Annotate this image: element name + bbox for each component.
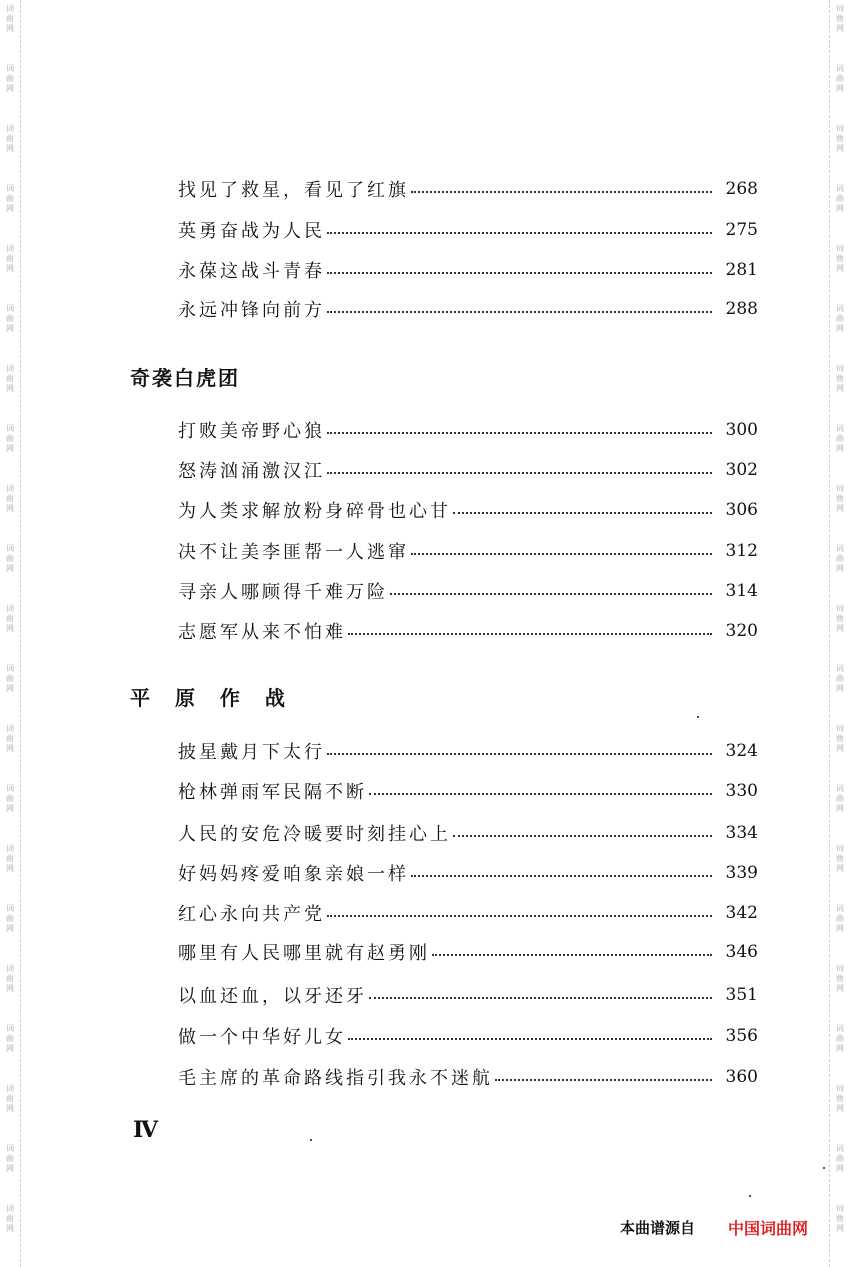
toc-leader-dots [327,751,712,755]
toc-entry [178,860,758,886]
toc-entry-title: 寻亲人哪顾得千难万险 [178,582,388,603]
toc-entry [178,900,758,926]
toc-entry-page: 356 [725,1026,758,1046]
watermark-glyphs: 词 曲 网 [6,1024,14,1053]
watermark-glyphs: 词 曲 网 [836,1084,844,1113]
toc-entry-page: 302 [725,460,758,480]
toc-leader-dots [495,1077,712,1081]
toc-entry [178,778,758,804]
toc-entry-title: 永远冲锋向前方 [178,300,325,321]
toc-entry-title: 永葆这战斗青春 [178,261,325,282]
toc-leader-dots [369,791,712,795]
toc-leader-dots [432,952,712,956]
toc-entry-page: 275 [725,220,758,240]
toc-entry-title: 枪林弹雨军民隔不断 [178,782,367,803]
toc-entry-title: 打败美帝野心狼 [178,421,325,442]
toc-entry-title: 毛主席的革命路线指引我永不迷航 [178,1068,493,1089]
toc-entry [178,1023,758,1049]
toc-entry [178,217,758,243]
watermark-glyphs: 词 曲 网 [836,124,844,153]
toc-leader-dots [327,309,712,313]
watermark-glyphs: 词 曲 网 [836,1204,844,1233]
toc-entry-title: 以血还血，以牙还牙 [178,986,367,1007]
watermark-glyphs: 词 曲 网 [6,364,14,393]
watermark-glyphs: 词 曲 网 [6,4,14,33]
watermark-glyphs: 词 曲 网 [6,64,14,93]
watermark-glyphs: 词 曲 网 [836,4,844,33]
watermark-glyphs: 词 曲 网 [836,1144,844,1173]
toc-entry-page: 281 [725,260,758,280]
watermark-glyphs: 词 曲 网 [6,424,14,453]
toc-entry [178,618,758,644]
watermark-glyphs: 词 曲 网 [836,604,844,633]
watermark-glyphs: 词 曲 网 [836,304,844,333]
page-number: Ⅳ [133,1117,158,1143]
scan-speck [697,716,699,718]
watermark-glyphs: 词 曲 网 [6,544,14,573]
toc-leader-dots [453,510,712,514]
toc-entry [178,982,758,1008]
toc-entry [178,257,758,283]
toc-entry-page: 346 [725,942,758,962]
watermark-glyphs: 词 曲 网 [6,724,14,753]
toc-entry-title: 哪里有人民哪里就有赵勇刚 [178,943,430,964]
watermark-glyphs: 词 曲 网 [836,964,844,993]
toc-leader-dots [327,430,712,434]
watermark-glyphs: 词 曲 网 [836,544,844,573]
toc-entry-page: 330 [725,781,758,801]
toc-entry-title: 人民的安危冷暖要时刻挂心上 [178,824,451,845]
toc-leader-dots [327,230,712,234]
toc-entry-title: 志愿军从来不怕难 [178,622,346,643]
toc-leader-dots [327,270,712,274]
toc-entry [178,1064,758,1090]
toc-entry-title: 英勇奋战为人民 [178,221,325,242]
toc-entry-page: 306 [725,500,758,520]
toc-entry-page: 351 [725,985,758,1005]
watermark-glyphs: 词 曲 网 [6,664,14,693]
section-heading: 平 原 作 战 [130,686,294,710]
toc-entry-page: 288 [725,299,758,319]
watermark-glyphs: 词 曲 网 [836,364,844,393]
footer-site-link[interactable]: 中国词曲网 [728,1219,809,1238]
watermark-glyphs: 词 曲 网 [6,784,14,813]
toc-entry [178,457,758,483]
toc-entry-page: 360 [725,1067,758,1087]
watermark-glyphs: 词 曲 网 [6,904,14,933]
toc-entry-page: 334 [725,823,758,843]
toc-entry [178,738,758,764]
watermark-glyphs: 词 曲 网 [836,184,844,213]
watermark-glyphs: 词 曲 网 [6,124,14,153]
footer-source-label: 本曲谱源自 [620,1219,696,1237]
watermark-glyphs: 词 曲 网 [6,484,14,513]
toc-entry-page: 320 [725,621,758,641]
toc-entry-page: 342 [725,903,758,923]
scan-speck [749,1195,751,1197]
toc-leader-dots [411,873,712,877]
toc-leader-dots [390,591,712,595]
watermark-glyphs: 词 曲 网 [836,844,844,873]
toc-entry [178,176,758,202]
watermark-glyphs: 词 曲 网 [836,904,844,933]
watermark-glyphs: 词 曲 网 [6,184,14,213]
toc-entry-title: 为人类求解放粉身碎骨也心甘 [178,501,451,522]
watermark-glyphs: 词 曲 网 [836,64,844,93]
watermark-glyphs: 词 曲 网 [6,604,14,633]
toc-leader-dots [453,833,712,837]
toc-entry [178,939,758,965]
toc-leader-dots [369,995,712,999]
watermark-glyphs: 词 曲 网 [6,1084,14,1113]
toc-entry [178,820,758,846]
watermark-glyphs: 词 曲 网 [6,1144,14,1173]
toc-leader-dots [348,631,712,635]
toc-entry [178,538,758,564]
toc-entry-page: 314 [725,581,758,601]
watermark-glyphs: 词 曲 网 [6,1204,14,1233]
toc-entry-title: 红心永向共产党 [178,904,325,925]
toc-entry-page: 324 [725,741,758,761]
watermark-glyphs: 词 曲 网 [6,844,14,873]
scan-speck [310,1139,312,1141]
toc-entry [178,497,758,523]
toc-leader-dots [327,913,712,917]
watermark-glyphs: 词 曲 网 [836,424,844,453]
toc-entry-title: 好妈妈疼爱咱象亲娘一样 [178,864,409,885]
toc-leader-dots [411,189,712,193]
watermark-glyphs: 词 曲 网 [6,304,14,333]
watermark-glyphs: 词 曲 网 [836,484,844,513]
toc-entry-page: 339 [725,863,758,883]
toc-leader-dots [327,470,712,474]
watermark-glyphs: 词 曲 网 [6,964,14,993]
toc-leader-dots [411,551,712,555]
toc-entry-page: 312 [725,541,758,561]
watermark-glyphs: 词 曲 网 [836,244,844,273]
watermark-glyphs: 词 曲 网 [6,244,14,273]
section-heading: 奇袭白虎团 [130,366,240,390]
toc-leader-dots [348,1036,712,1040]
scan-speck [823,1167,825,1169]
toc-entry [178,578,758,604]
watermark-glyphs: 词 曲 网 [836,784,844,813]
toc-entry [178,417,758,443]
toc-entry [178,296,758,322]
toc-entry-page: 300 [725,420,758,440]
toc-entry-title: 怒涛汹涌激汉江 [178,461,325,482]
toc-entry-title: 做一个中华好儿女 [178,1027,346,1048]
toc-entry-title: 找见了救星，看见了红旗 [178,180,409,201]
toc-entry-title: 披星戴月下太行 [178,742,325,763]
toc-entry-title: 决不让美李匪帮一人逃窜 [178,542,409,563]
watermark-glyphs: 词 曲 网 [836,664,844,693]
watermark-glyphs: 词 曲 网 [836,724,844,753]
toc-entry-page: 268 [725,179,758,199]
watermark-glyphs: 词 曲 网 [836,1024,844,1053]
